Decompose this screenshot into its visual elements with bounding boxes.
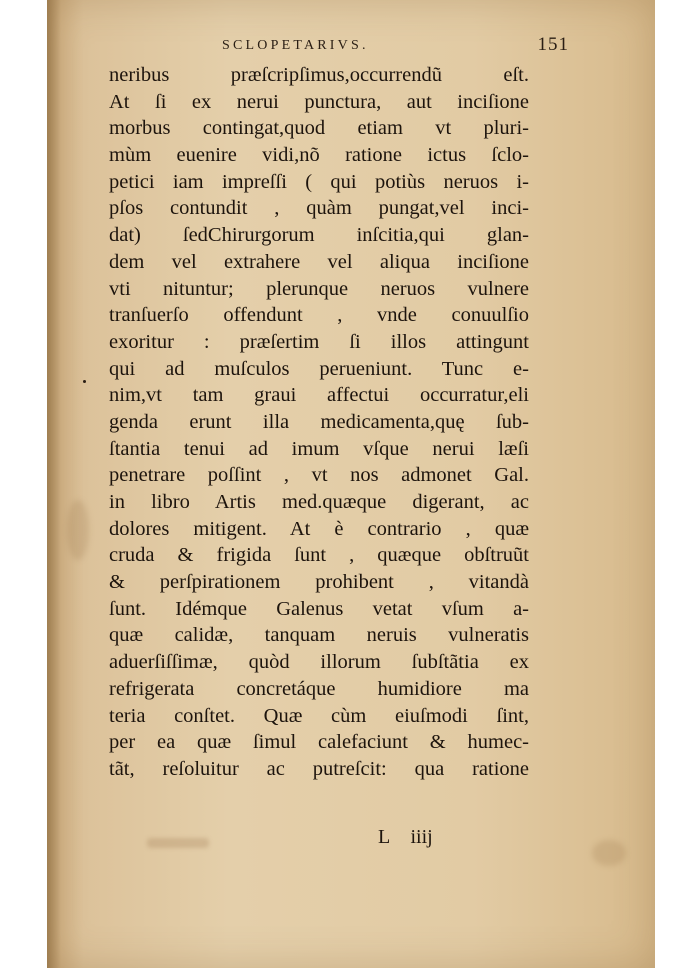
text-line: tãt, reſoluitur ac putreſcit: qua ratione bbox=[109, 757, 529, 780]
text-line: qui ad muſculos perueniunt. Tunc e- bbox=[109, 357, 529, 380]
book-page bbox=[47, 0, 655, 968]
text-line: dolores mitigent. At è contrario , quæ bbox=[109, 517, 529, 540]
text-line: pſos contundit , quàm pungat,vel inci- bbox=[109, 197, 529, 220]
text-line: in libro Artis med.quæque digerant, ac bbox=[109, 491, 529, 513]
margin-dot bbox=[83, 380, 86, 383]
text-line: dat) ſedChirurgorum inſcitia,qui glan- bbox=[109, 224, 529, 247]
text-line: vti nituntur; plerunque neruos vulnere bbox=[109, 277, 529, 300]
text-line: nim,vt tam graui affectui occurratur,eli bbox=[109, 384, 529, 407]
paper-stain bbox=[592, 840, 626, 866]
text-line: & perſpirationem prohibent , vitandà bbox=[109, 571, 529, 594]
text-line: morbus contingat,quod etiam vt pluri- bbox=[109, 117, 529, 140]
paper-stain bbox=[67, 500, 89, 560]
text-line: petici iam impreſſi ( qui potiùs neruos i- bbox=[109, 170, 529, 193]
body-text bbox=[109, 62, 529, 783]
text-line: refrigerata concretáque humidiore ma bbox=[109, 677, 529, 700]
text-line: cruda & frigida ſunt , quæque obſtruũt bbox=[109, 544, 529, 567]
text-line: quæ calidæ, tanquam neruis vulneratis bbox=[109, 624, 529, 647]
text-line: neribus præſcripſimus,occurrendũ eſt. bbox=[109, 64, 529, 86]
text-line: ſtantia tenui ad imum vſque nerui læſi bbox=[109, 437, 529, 460]
text-line: At ſi ex nerui punctura, aut inciſione bbox=[109, 90, 529, 113]
text-line: per ea quæ ſimul calefaciunt & humec- bbox=[109, 731, 529, 754]
text-line: ſunt. Idémque Galenus vetat vſum a- bbox=[109, 597, 529, 620]
text-line: penetrare poſſint , vt nos admonet Gal. bbox=[109, 464, 529, 487]
text-line: aduerſiſſimæ, quòd illorum ſubſtãtia ex bbox=[109, 651, 529, 674]
signature-mark: L iiij bbox=[378, 826, 433, 848]
show-through-ink bbox=[147, 838, 209, 848]
running-title: SCLOPETARIVS. bbox=[222, 38, 369, 53]
text-line: teria conſtet. Quæ cùm eiuſmodi ſint, bbox=[109, 704, 529, 727]
text-line: dem vel extrahere vel aliqua inciſione bbox=[109, 250, 529, 273]
text-line: exoritur : præſertim ſi illos attingunt bbox=[109, 330, 529, 353]
text-line: mùm euenire vidi,nõ ratione ictus ſclo- bbox=[109, 144, 529, 167]
text-line: tranſuerſo offendunt , vnde conuulſio bbox=[109, 304, 529, 327]
text-line: genda erunt illa medicamenta,quę ſub- bbox=[109, 410, 529, 433]
page-header bbox=[107, 34, 567, 60]
page-number: 151 bbox=[537, 34, 569, 55]
